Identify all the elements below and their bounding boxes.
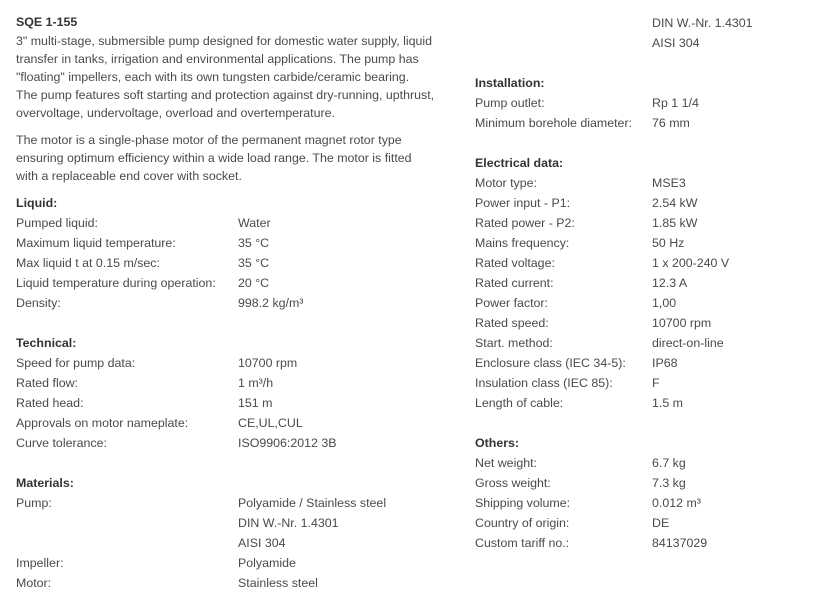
spec-label: Rated flow: xyxy=(16,376,78,390)
spec-row xyxy=(16,253,456,273)
product-description xyxy=(16,32,456,122)
spec-label: Maximum liquid temperature: xyxy=(16,236,176,250)
spec-row xyxy=(475,273,815,293)
spec-row xyxy=(16,233,456,253)
spec-row xyxy=(475,393,815,413)
spec-row xyxy=(475,453,815,473)
spec-label: Rated speed: xyxy=(475,316,549,330)
spec-label: Shipping volume: xyxy=(475,496,571,510)
spec-value: 2.54 kW xyxy=(652,196,698,210)
spec-value: 6.7 kg xyxy=(652,456,686,470)
spec-row xyxy=(475,313,815,333)
spec-value: AISI 304 xyxy=(652,36,700,50)
spec-row xyxy=(475,333,815,353)
section-others xyxy=(475,433,815,553)
spec-value: 20 °C xyxy=(238,276,270,290)
spec-value: 12.3 A xyxy=(652,276,688,290)
spec-label: Pump: xyxy=(16,496,52,510)
spec-row xyxy=(475,293,815,313)
spec-label: Minimum borehole diameter: xyxy=(475,116,633,130)
spec-label: Country of origin: xyxy=(475,516,570,530)
spec-row xyxy=(16,433,456,453)
spec-value: Polyamide / Stainless steel xyxy=(238,496,387,510)
spec-value: 35 °C xyxy=(238,236,270,250)
spec-value: Rp 1 1/4 xyxy=(652,96,699,110)
spec-label: Power factor: xyxy=(475,296,548,310)
spec-row xyxy=(16,493,456,513)
spec-row xyxy=(475,253,815,273)
spec-value: 10700 rpm xyxy=(238,356,298,370)
section-heading: Installation: xyxy=(475,76,545,90)
spec-row xyxy=(16,553,456,573)
spec-value: CE,UL,CUL xyxy=(238,416,303,430)
section-installation xyxy=(475,73,815,133)
spec-label: Power input - P1: xyxy=(475,196,571,210)
section-heading: Others: xyxy=(475,436,520,450)
spec-row xyxy=(16,513,456,533)
spec-row xyxy=(16,573,456,593)
spec-value: DIN W.-Nr. 1.4301 xyxy=(238,516,339,530)
spec-value: ISO9906:2012 3B xyxy=(238,436,337,450)
spec-value: DE xyxy=(652,516,670,530)
spec-value: 1.5 m xyxy=(652,396,683,410)
spec-label: Insulation class (IEC 85): xyxy=(475,376,613,390)
motor-description-line: with a replaceable end cover with socket. xyxy=(16,169,242,183)
spec-value: 50 Hz xyxy=(652,236,685,250)
section-heading: Liquid: xyxy=(16,196,58,210)
spec-value: 76 mm xyxy=(652,116,690,130)
spec-label: Start. method: xyxy=(475,336,553,350)
motor-description-line: ensuring optimum efficiency within a wide load range. The motor is fitted xyxy=(16,151,412,165)
spec-row xyxy=(475,93,815,113)
spec-row xyxy=(475,113,815,133)
description-line: transfer in tanks, irrigation and environmental applications. The pump has xyxy=(16,52,419,66)
spec-label: Motor type: xyxy=(475,176,537,190)
section-technical xyxy=(16,333,456,453)
spec-row xyxy=(475,513,815,533)
spec-value: 0.012 m³ xyxy=(652,496,701,510)
spec-value: 1 m³/h xyxy=(238,376,274,390)
spec-value: 7.3 kg xyxy=(652,476,686,490)
spec-value: 1 x 200-240 V xyxy=(652,256,730,270)
spec-row xyxy=(16,273,456,293)
spec-label: Max liquid t at 0.15 m/sec: xyxy=(16,256,160,270)
spec-value: Stainless steel xyxy=(238,576,318,590)
section-heading: Electrical data: xyxy=(475,156,564,170)
spec-value: 1.85 kW xyxy=(652,216,698,230)
spec-row xyxy=(475,493,815,513)
spec-label: Rated current: xyxy=(475,276,554,290)
spec-row xyxy=(16,213,456,233)
spec-label: Density: xyxy=(16,296,61,310)
spec-row xyxy=(475,33,815,53)
spec-value: 35 °C xyxy=(238,256,270,270)
description-line: The pump features soft starting and protection against dry-running, upthrust, xyxy=(16,88,435,102)
section-materials xyxy=(16,473,456,593)
section-electrical xyxy=(475,153,815,413)
spec-value: 10700 rpm xyxy=(652,316,712,330)
spec-value: AISI 304 xyxy=(238,536,286,550)
spec-value: Water xyxy=(238,216,271,230)
spec-label: Impeller: xyxy=(16,556,64,570)
description-line: 3" multi-stage, submersible pump designed for domestic water supply, liquid xyxy=(16,34,433,48)
spec-value: MSE3 xyxy=(652,176,686,190)
spec-row xyxy=(475,193,815,213)
spec-row xyxy=(475,213,815,233)
motor-description xyxy=(16,131,456,185)
spec-value: direct-on-line xyxy=(652,336,724,350)
spec-label: Motor: xyxy=(16,576,52,590)
spec-label: Enclosure class (IEC 34-5): xyxy=(475,356,626,370)
spec-row xyxy=(475,533,815,553)
spec-row xyxy=(475,473,815,493)
spec-row xyxy=(16,413,456,433)
spec-value: IP68 xyxy=(652,356,678,370)
spec-value: Polyamide xyxy=(238,556,296,570)
spec-row xyxy=(475,373,815,393)
spec-row xyxy=(16,293,456,313)
spec-row xyxy=(475,13,815,33)
spec-label: Length of cable: xyxy=(475,396,564,410)
description-line: overvoltage, undervoltage, overload and overtemperature. xyxy=(16,106,335,120)
spec-label: Net weight: xyxy=(475,456,537,470)
spec-label: Approvals on motor nameplate: xyxy=(16,416,189,430)
spec-row xyxy=(16,353,456,373)
spec-row xyxy=(475,233,815,253)
spec-label: Rated power - P2: xyxy=(475,216,575,230)
spec-label: Speed for pump data: xyxy=(16,356,136,370)
spec-label: Liquid temperature during operation: xyxy=(16,276,216,290)
spec-row xyxy=(16,373,456,393)
description-line: "floating" impellers, each with its own tungsten carbide/ceramic bearing. xyxy=(16,70,410,84)
spec-row xyxy=(16,393,456,413)
section-liquid xyxy=(16,193,456,313)
spec-label: Mains frequency: xyxy=(475,236,570,250)
spec-row xyxy=(475,173,815,193)
spec-label: Rated head: xyxy=(16,396,84,410)
section-heading: Technical: xyxy=(16,336,77,350)
spec-value: 1,00 xyxy=(652,296,677,310)
spec-value: 998.2 kg/m³ xyxy=(238,296,304,310)
section-motor-material-continued xyxy=(475,13,815,53)
spec-row xyxy=(475,353,815,373)
spec-label: Pump outlet: xyxy=(475,96,545,110)
section-heading: Materials: xyxy=(16,476,74,490)
spec-label: Curve tolerance: xyxy=(16,436,107,450)
spec-value: 151 m xyxy=(238,396,273,410)
motor-description-line: The motor is a single-phase motor of the permanent magnet rotor type xyxy=(16,133,402,147)
spec-value: F xyxy=(652,376,660,390)
spec-label: Custom tariff no.: xyxy=(475,536,570,550)
spec-value: 84137029 xyxy=(652,536,708,550)
spec-label: Pumped liquid: xyxy=(16,216,98,230)
spec-row xyxy=(16,533,456,553)
spec-label: Rated voltage: xyxy=(475,256,555,270)
spec-label: Gross weight: xyxy=(475,476,551,490)
spec-value: DIN W.-Nr. 1.4301 xyxy=(652,16,753,30)
product-title: SQE 1-155 xyxy=(16,15,78,29)
